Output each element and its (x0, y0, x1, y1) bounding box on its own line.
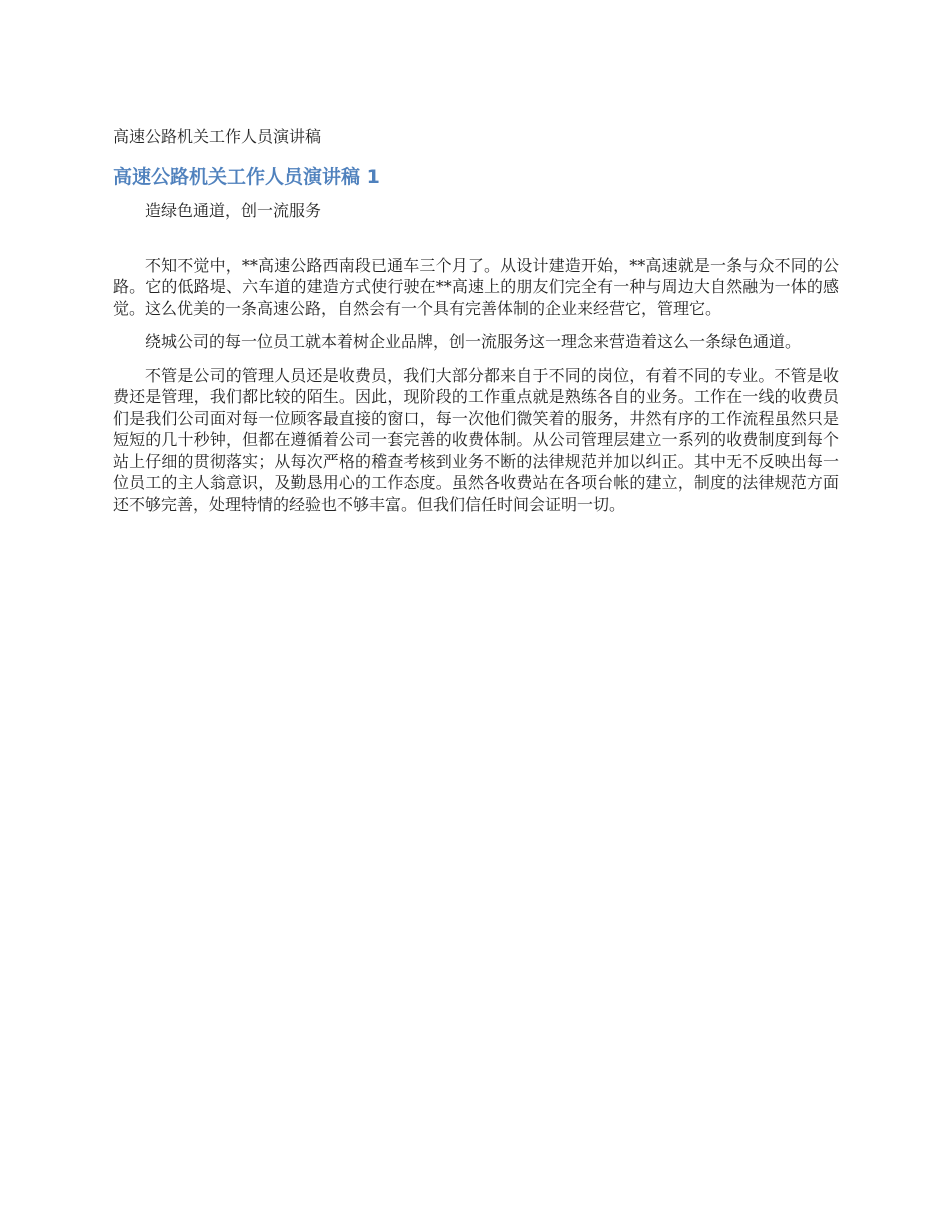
section-subtitle: 造绿色通道，创一流服务 (145, 201, 322, 220)
document-page (113, 126, 839, 527)
document-title: 高速公路机关工作人员演讲稿 (113, 127, 322, 146)
paragraph-3: 不管是公司的管理人员还是收费员，我们大部分都来自于不同的岗位，有着不同的专业。不管是收费还是管理，我们都比较的陌生。因此，现阶段的工作重点就是熟练各自的业务。工作在一线的收费员们是我们公司面对每一位顾客最直接的窗口，每一次他们微笑着的服务，井然有序的工作流程虽然只是短短的几十秒钟，但都在遵循着公司一套完善的收费体制。从公司管理层建立一系列的收费制度到每个站上仔细的贯彻落实；从每次严格的稽查考核到业务不断的法律规范并加以纠正。其中无不反映出每一位员工的主人翁意识，及勤恳用心的工作态度。虽然各收费站在各项台帐的建立，制度的法律规范方面还不够完善，处理特情的经验也不够丰富。但我们信任时间会证明一切。 (113, 365, 839, 514)
paragraph-1: 不知不觉中，**高速公路西南段已通车三个月了。从设计建造开始，**高速就是一条与众不同的公路。它的低路堤、六车道的建造方式使行驶在**高速上的朋友们完全有一种与周边大自然融为一体的感觉。这么优美的一条高速公路，自然会有一个具有完善体制的企业来经营它，管理它。 (113, 255, 839, 318)
paragraph-2: 绕城公司的每一位员工就本着树企业品牌，创一流服务这一理念来营造着这么一条绿色通道。 (145, 332, 802, 351)
section-heading: 高速公路机关工作人员演讲稿 1 (113, 166, 380, 188)
